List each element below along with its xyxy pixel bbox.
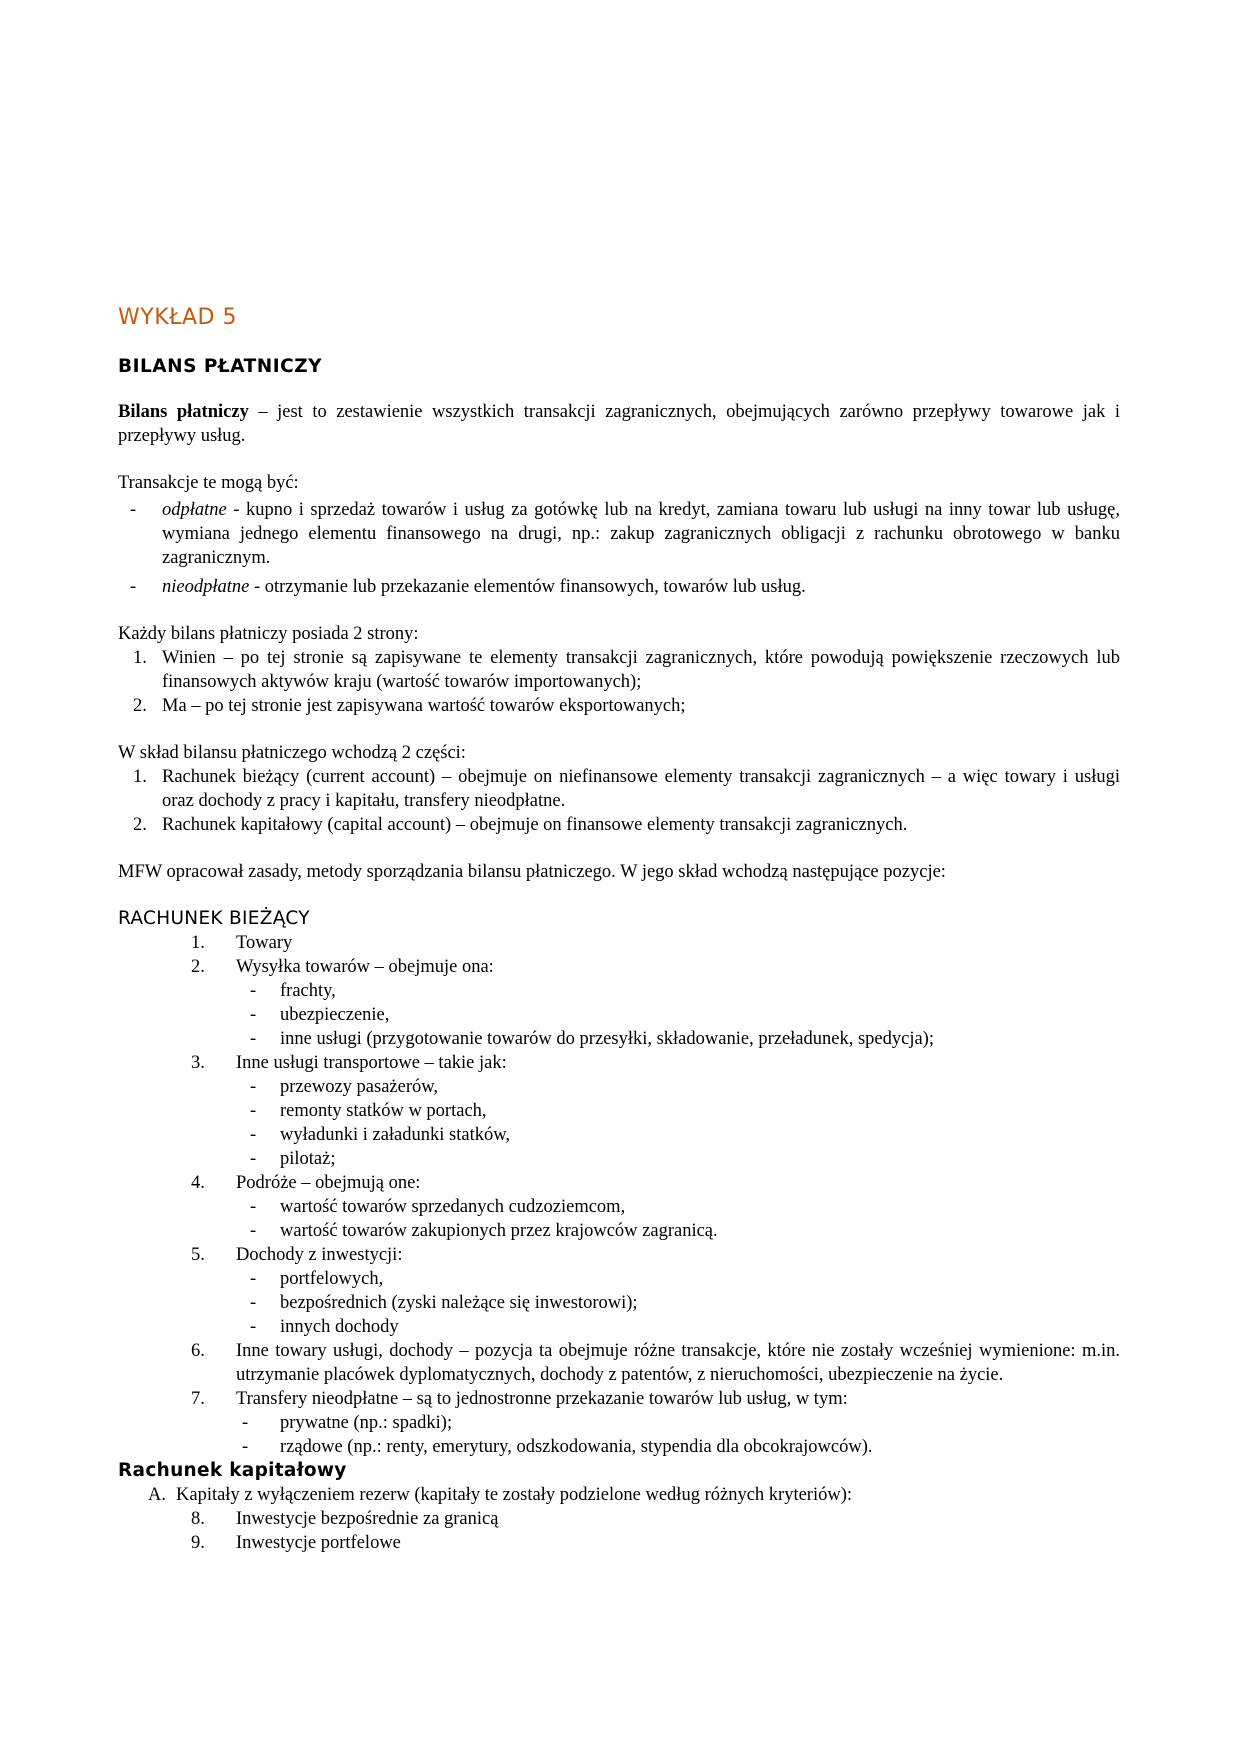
- list-marker: -: [130, 500, 137, 520]
- definition-term: Bilans płatniczy: [118, 402, 249, 422]
- sub-list-item-text: frachty,: [280, 981, 336, 1001]
- sub-list-item: [118, 1075, 1120, 1099]
- list-item-text: Rachunek bieżący (current account) – obejmuje on niefinansowe elementy transakcji zagranicznych – a więc towary i usługi oraz dochody z pracy i kapitału, transfery nieodpłatne.: [162, 767, 1120, 811]
- list-marker: A.: [148, 1485, 166, 1505]
- list-item: [118, 575, 1120, 599]
- list-item: [118, 498, 1120, 570]
- parts-intro: W skład bilansu płatniczego wchodzą 2 części:: [118, 743, 466, 763]
- list-marker: 2.: [133, 696, 147, 716]
- capital-group: [118, 1483, 1120, 1507]
- current-account-heading: RACHUNEK BIEŻĄCY: [118, 908, 310, 929]
- list-marker: -: [130, 577, 137, 597]
- mfw-paragraph: MFW opracował zasady, metody sporządzania bilansu płatniczego. W jego skład wchodzą następujące pozycje:: [118, 862, 946, 882]
- transaction-text: - otrzymanie lub przekazanie elementów finansowych, towarów lub usług.: [249, 577, 806, 597]
- list-item: [118, 1387, 1120, 1411]
- list-item-text: Inne usługi transportowe – takie jak:: [236, 1053, 507, 1073]
- list-item-text: Inwestycje portfelowe: [236, 1533, 401, 1553]
- sub-list-item: [118, 1315, 1120, 1339]
- list-item: [118, 1339, 1120, 1387]
- transaction-text: - kupno i sprzedaż towarów i usług za gotówkę lub na kredyt, zamiana towaru lub usługi na inny towar lub usługę, wymiana jednego elementu finansowego na drugi, np.: zakup zagranicznych obligacji z rachunku obrotowego w banku zagranicznym.: [162, 500, 1120, 568]
- list-item: [118, 646, 1120, 694]
- list-marker: 1.: [133, 648, 147, 668]
- list-marker: -: [250, 1149, 257, 1169]
- sides-intro: Każdy bilans płatniczy posiada 2 strony:: [118, 624, 419, 644]
- list-item-text: Ma – po tej stronie jest zapisywana wartość towarów eksportowanych;: [162, 696, 686, 716]
- lecture-title: WYKŁAD 5: [118, 305, 237, 330]
- sub-list-item: [118, 1435, 1120, 1459]
- sub-list-item-text: wartość towarów sprzedanych cudzoziemcom,: [280, 1197, 626, 1217]
- list-item: [118, 955, 1120, 979]
- sub-list-item-text: wyładunki i załadunki statków,: [280, 1125, 511, 1145]
- list-item: [118, 1051, 1120, 1075]
- list-marker: 7.: [191, 1389, 205, 1409]
- sub-list-item-text: prywatne (np.: spadki);: [280, 1413, 453, 1433]
- list-marker: -: [250, 1197, 257, 1217]
- list-marker: -: [250, 1317, 257, 1337]
- sub-list-item: [118, 1195, 1120, 1219]
- list-item: [118, 765, 1120, 813]
- sub-list-item-text: rządowe (np.: renty, emerytury, odszkodowania, stypendia dla obcokrajowców).: [280, 1437, 873, 1457]
- list-marker: 1.: [191, 933, 205, 953]
- sub-list-item: [118, 1003, 1120, 1027]
- sub-list-item-text: remonty statków w portach,: [280, 1101, 487, 1121]
- list-item: [118, 1243, 1120, 1267]
- sub-list-item-text: bezpośrednich (zyski należące się inwestorowi);: [280, 1293, 638, 1313]
- sub-list-item: [118, 1099, 1120, 1123]
- list-marker: -: [250, 981, 257, 1001]
- main-heading: BILANS PŁATNICZY: [118, 356, 323, 377]
- sub-list-item: [118, 979, 1120, 1003]
- list-item: [118, 931, 1120, 955]
- list-item: [118, 1507, 1120, 1531]
- list-item-text: Wysyłka towarów – obejmuje ona:: [236, 957, 494, 977]
- definition-text: – jest to zestawienie wszystkich transakcji zagranicznych, obejmujących zarówno przepływy towarowe jak i przepływy usług.: [118, 402, 1120, 446]
- list-item-text: Winien – po tej stronie są zapisywane te elementy transakcji zagranicznych, które powodują powiększenie rzeczowych lub finansowych aktywów kraju (wartość towarów importowanych);: [162, 648, 1120, 692]
- sub-list-item: [118, 1291, 1120, 1315]
- list-item: [118, 813, 1120, 837]
- list-marker: 2.: [133, 815, 147, 835]
- list-marker: -: [250, 1293, 257, 1313]
- list-marker: 8.: [191, 1509, 205, 1529]
- list-marker: 3.: [191, 1053, 205, 1073]
- list-marker: 1.: [133, 767, 147, 787]
- list-item-text: Rachunek kapitałowy (capital account) – obejmuje on finansowe elementy transakcji zagranicznych.: [162, 815, 908, 835]
- sub-list-item: [118, 1219, 1120, 1243]
- list-marker: -: [250, 1269, 257, 1289]
- sub-list-item: [118, 1027, 1120, 1051]
- list-marker: -: [250, 1029, 257, 1049]
- list-marker: 2.: [191, 957, 205, 977]
- list-marker: -: [250, 1221, 257, 1241]
- list-marker: 5.: [191, 1245, 205, 1265]
- list-marker: -: [242, 1437, 249, 1457]
- list-item-text: Dochody z inwestycji:: [236, 1245, 403, 1265]
- list-item: [118, 694, 1120, 718]
- list-marker: -: [250, 1101, 257, 1121]
- list-marker: -: [250, 1077, 257, 1097]
- transactions-intro: Transakcje te mogą być:: [118, 473, 299, 493]
- list-marker: -: [250, 1005, 257, 1025]
- sub-list-item-text: wartość towarów zakupionych przez krajowców zagranicą.: [280, 1221, 718, 1241]
- sub-list-item-text: pilotaż;: [280, 1149, 336, 1169]
- list-marker: 6.: [191, 1341, 205, 1361]
- transaction-term: odpłatne: [162, 500, 227, 520]
- list-marker: -: [242, 1413, 249, 1433]
- list-item: [118, 1531, 1120, 1555]
- list-item: [118, 1171, 1120, 1195]
- list-marker: 4.: [191, 1173, 205, 1193]
- sub-list-item-text: inne usługi (przygotowanie towarów do przesyłki, składowanie, przeładunek, spedycja);: [280, 1029, 934, 1049]
- sub-list-item-text: ubezpieczenie,: [280, 1005, 390, 1025]
- sub-list-item: [118, 1411, 1120, 1435]
- list-item-text: Inne towary usługi, dochody – pozycja ta obejmuje różne transakcje, które nie zostały wcześniej wymienione: m.in. utrzymanie placówek dyplomatycznych, dochody z patentów, z nieruchomości, ubezpieczenie na życie.: [236, 1341, 1120, 1385]
- list-marker: -: [250, 1125, 257, 1145]
- list-marker: 9.: [191, 1533, 205, 1553]
- transaction-term: nieodpłatne: [162, 577, 250, 597]
- definition-paragraph: [118, 400, 1120, 448]
- list-item-text: Towary: [236, 933, 293, 953]
- document-page: [118, 305, 1120, 1555]
- list-item-text: Inwestycje bezpośrednie za granicą: [236, 1509, 499, 1529]
- sub-list-item-text: portfelowych,: [280, 1269, 384, 1289]
- sub-list-item: [118, 1147, 1120, 1171]
- capital-account-heading: Rachunek kapitałowy: [118, 1460, 347, 1481]
- list-item-text: Podróże – obejmują one:: [236, 1173, 421, 1193]
- current-account-list: [118, 931, 1120, 1459]
- capital-group-text: Kapitały z wyłączeniem rezerw (kapitały te zostały podzielone według różnych kryteriów):: [176, 1485, 852, 1505]
- sub-list-item: [118, 1123, 1120, 1147]
- sub-list-item-text: innych dochody: [280, 1317, 399, 1337]
- sub-list-item: [118, 1267, 1120, 1291]
- list-item-text: Transfery nieodpłatne – są to jednostronne przekazanie towarów lub usług, w tym:: [236, 1389, 848, 1409]
- sub-list-item-text: przewozy pasażerów,: [280, 1077, 439, 1097]
